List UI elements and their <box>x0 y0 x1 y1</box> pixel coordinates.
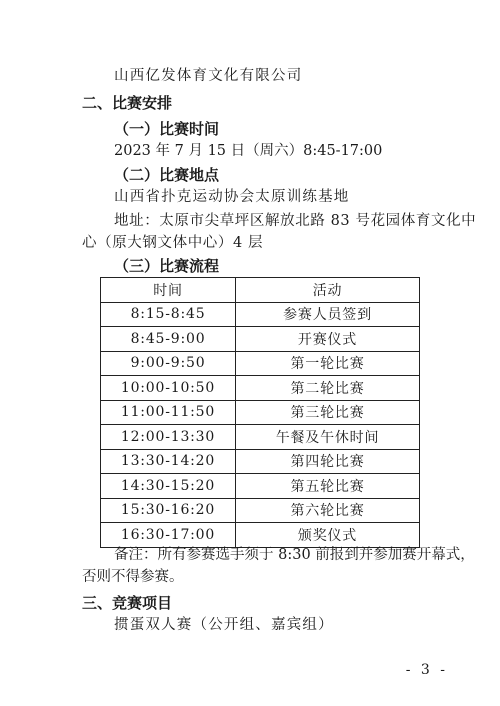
activity-cell: 第三轮比赛 <box>236 400 420 425</box>
schedule-table <box>100 277 420 548</box>
time-cell: 9:00-9:50 <box>101 351 236 376</box>
time-cell: 16:30-17:00 <box>101 523 236 548</box>
venue-text: 山西省扑克运动协会太原训练基地 <box>114 189 350 205</box>
time-cell: 11:00-11:50 <box>101 400 236 425</box>
note-line-1: 备注：所有参赛选手须于 8:30 前报到并参加赛开幕式， <box>114 547 475 563</box>
table-row <box>101 327 420 352</box>
table-row <box>101 449 420 474</box>
activity-cell: 第六轮比赛 <box>236 498 420 523</box>
table-row <box>101 498 420 523</box>
table-row <box>101 425 420 450</box>
table-header-row <box>101 278 420 303</box>
table-row <box>101 351 420 376</box>
sub-3-heading: （三）比赛流程 <box>114 257 220 275</box>
activity-cell: 午餐及午休时间 <box>236 425 420 450</box>
section-3-heading: 三、竞赛项目 <box>82 594 173 612</box>
address-line-1: 地址：太原市尖草坪区解放北路 83 号花园体育文化中 <box>114 213 477 229</box>
organizer-line: 山西亿发体育文化有限公司 <box>114 68 303 84</box>
time-cell: 14:30-15:20 <box>101 474 236 499</box>
time-cell: 15:30-16:20 <box>101 498 236 523</box>
event-text: 掼蛋双人赛（公开组、嘉宾组） <box>114 617 334 633</box>
address-line-2: 心（原大钢文体中心）4 层 <box>82 235 264 251</box>
table-row <box>101 376 420 401</box>
page-number: - 3 - <box>405 662 448 678</box>
table-row <box>101 302 420 327</box>
sub-2-heading: （二）比赛地点 <box>114 166 220 184</box>
time-cell: 8:15-8:45 <box>101 302 236 327</box>
table-row <box>101 400 420 425</box>
time-cell: 8:45-9:00 <box>101 327 236 352</box>
time-cell: 10:00-10:50 <box>101 376 236 401</box>
activity-cell: 颁奖仪式 <box>236 523 420 548</box>
header-time: 时间 <box>101 278 236 303</box>
activity-cell: 第四轮比赛 <box>236 449 420 474</box>
time-cell: 12:00-13:30 <box>101 425 236 450</box>
table-row <box>101 523 420 548</box>
activity-cell: 参赛人员签到 <box>236 302 420 327</box>
sub-1-heading: （一）比赛时间 <box>114 120 220 138</box>
time-cell: 13:30-14:20 <box>101 449 236 474</box>
match-time-text: 2023 年 7 月 15 日（周六）8:45-17:00 <box>114 143 383 159</box>
table-row <box>101 474 420 499</box>
activity-cell: 开赛仪式 <box>236 327 420 352</box>
note-line-2: 否则不得参赛。 <box>82 569 184 585</box>
header-activity: 活动 <box>236 278 420 303</box>
activity-cell: 第一轮比赛 <box>236 351 420 376</box>
activity-cell: 第五轮比赛 <box>236 474 420 499</box>
activity-cell: 第二轮比赛 <box>236 376 420 401</box>
section-2-heading: 二、比赛安排 <box>82 94 173 112</box>
